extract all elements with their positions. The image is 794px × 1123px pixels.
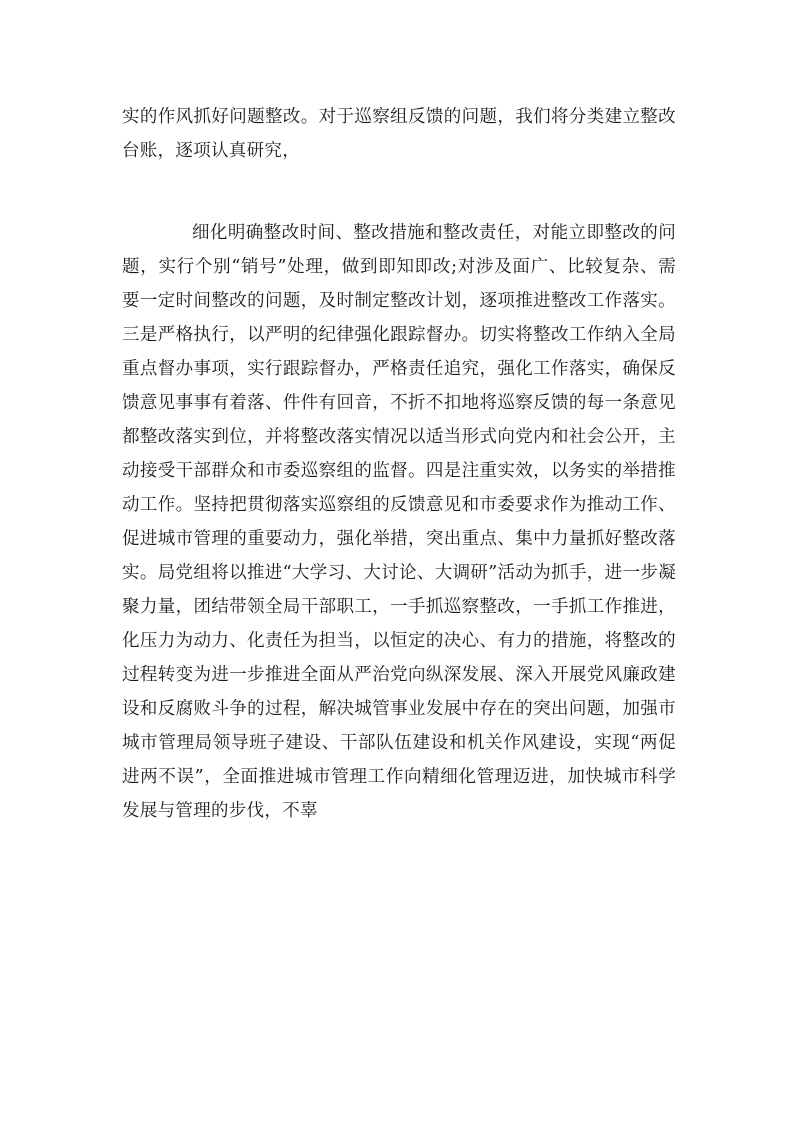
paragraph-2: 细化明确整改时间、整改措施和整改责任，对能立即整改的问题，实行个别“销号”处理，做到即知即改;对涉及面广、比较复杂、需要一定时间整改的问题，及时制定整改计划，逐项推进整改工作落实。三是严格执行，以严明的纪律强化跟踪督办。切实将整改工作纳入全局重点督办事项，实行跟踪督办，严格责任追究，强化工作落实，确保反馈意见事事有着落、件件有回音，不折不扣地将巡察反馈的每一条意见都整改落实到位，并将整改落实情况以适当形式向党内和社会公开，主动接受干部群众和市委巡察组的监督。四是注重实效，以务实的举措推动工作。坚持把贯彻落实巡察组的反馈意见和市委要求作为推动工作、促进城市管理的重要动力，强化举措，突出重点、集中力量抓好整改落实。局党组将以推进“大学习、大讨论、大调研”活动为抓手，进一步凝聚力量，团结带领全局干部职工，一手抓巡察整改，一手抓工作推进，化压力为动力、化责任为担当，以恒定的决心、有力的措施，将整改的过程转变为进一步推进全面从严治党向纵深发展、深入开展党风廉政建设和反腐败斗争的过程，解决城管事业发展中存在的突出问题，加强市城市管理局领导班子建设、干部队伍建设和机关作风建设，实现“两促进两不误”，全面推进城市管理工作向精细化管理迈进，加快城市科学发展与管理的步伐，不辜 [122,223,676,821]
paragraph-1: 实的作风抓好问题整改。对于巡察组反馈的问题，我们将分类建立整改台账，逐项认真研究， [122,107,676,161]
